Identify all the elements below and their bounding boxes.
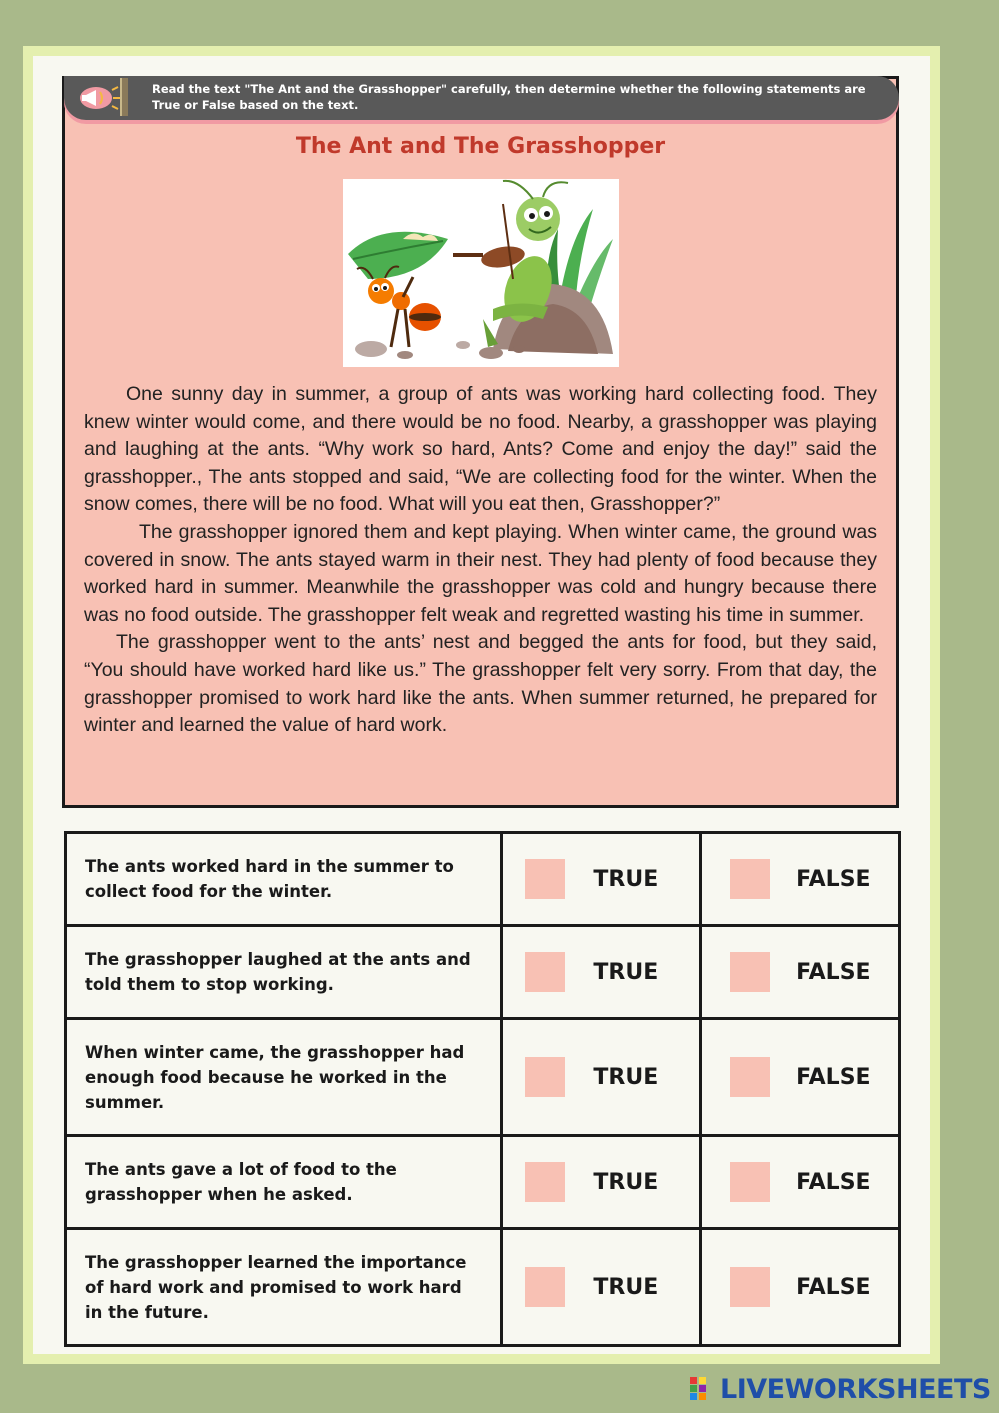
true-label: TRUE: [593, 1064, 659, 1090]
true-label: TRUE: [593, 959, 659, 985]
false-label: FALSE: [796, 959, 871, 985]
true-label: TRUE: [593, 866, 659, 892]
table-row: [66, 833, 900, 926]
true-option[interactable]: [502, 1136, 701, 1229]
story-title: The Ant and The Grasshopper: [295, 134, 666, 159]
false-checkbox[interactable]: [730, 1162, 770, 1202]
true-checkbox[interactable]: [525, 1057, 565, 1097]
false-option[interactable]: [701, 833, 900, 926]
story-paragraph: One sunny day in summer, a group of ants was working hard collecting food. They knew winter would come, and there would be no food. Nearby, a grasshopper was playing and laughing at the ants. “Why work so hard, Ants? Come and enjoy the day!” said the grasshopper., The ants stopped and said, “We are collecting food for the winter. When the snow comes, there will be no food. What will you eat then, Grasshopper?”: [84, 383, 877, 516]
instructions-text: Read the text "The Ant and the Grasshopper" carefully, then determine whether the following statements are True or False based on the text.: [152, 82, 866, 112]
true-label: TRUE: [593, 1169, 659, 1195]
false-option[interactable]: [701, 1019, 900, 1136]
false-label: FALSE: [796, 1064, 871, 1090]
true-option[interactable]: [502, 1229, 701, 1346]
true-option[interactable]: [502, 833, 701, 926]
false-checkbox[interactable]: [730, 1267, 770, 1307]
false-checkbox[interactable]: [730, 859, 770, 899]
true-false-table: [64, 831, 901, 1347]
true-checkbox[interactable]: [525, 1162, 565, 1202]
false-label: FALSE: [796, 1274, 871, 1300]
false-label: FALSE: [796, 866, 871, 892]
banner-divider: [120, 78, 128, 116]
megaphone-icon: [74, 84, 124, 112]
true-checkbox[interactable]: [525, 859, 565, 899]
true-checkbox[interactable]: [525, 1267, 565, 1307]
story-paragraph: The grasshopper ignored them and kept playing. When winter came, the ground was covered in snow. The ants stayed warm in their nest. They had plenty of food because they worked hard in summer. Meanwhile the grasshopper was cold and hungry because there was no food outside. The grasshopper felt weak and regretted wasting his time in summer.: [84, 520, 877, 626]
false-option[interactable]: [701, 926, 900, 1019]
statement-text: The grasshopper laughed at the ants and told them to stop working.: [66, 926, 502, 1019]
statement-text: The ants worked hard in the summer to collect food for the winter.: [66, 833, 502, 926]
ant-grasshopper-illustration: [343, 179, 619, 367]
table-row: [66, 1019, 900, 1136]
story-text: [84, 381, 877, 740]
true-option[interactable]: [502, 1019, 701, 1136]
false-checkbox[interactable]: [730, 952, 770, 992]
table-row: [66, 926, 900, 1019]
false-option[interactable]: [701, 1136, 900, 1229]
statement-text: The grasshopper learned the importance of hard work and promised to work hard in the future.: [66, 1229, 502, 1346]
statement-text: When winter came, the grasshopper had enough food because he worked in the summer.: [66, 1019, 502, 1136]
false-checkbox[interactable]: [730, 1057, 770, 1097]
story-paragraph: The grasshopper went to the ants’ nest and begged the ants for food, but they said, “You should have worked hard like us.” The grasshopper felt very sorry. From that day, the grasshopper promised to work hard like the ants. When summer returned, he prepared for winter and learned the value of hard work.: [84, 631, 877, 737]
brand-name: LIVEWORKSHEETS: [720, 1373, 991, 1405]
liveworksheets-logo-icon: [690, 1375, 716, 1403]
true-option[interactable]: [502, 926, 701, 1019]
table-row: [66, 1229, 900, 1346]
true-label: TRUE: [593, 1274, 659, 1300]
false-option[interactable]: [701, 1229, 900, 1346]
table-row: [66, 1136, 900, 1229]
false-label: FALSE: [796, 1169, 871, 1195]
true-checkbox[interactable]: [525, 952, 565, 992]
liveworksheets-brand[interactable]: [690, 1372, 991, 1406]
statement-text: The ants gave a lot of food to the grasshopper when he asked.: [66, 1136, 502, 1229]
